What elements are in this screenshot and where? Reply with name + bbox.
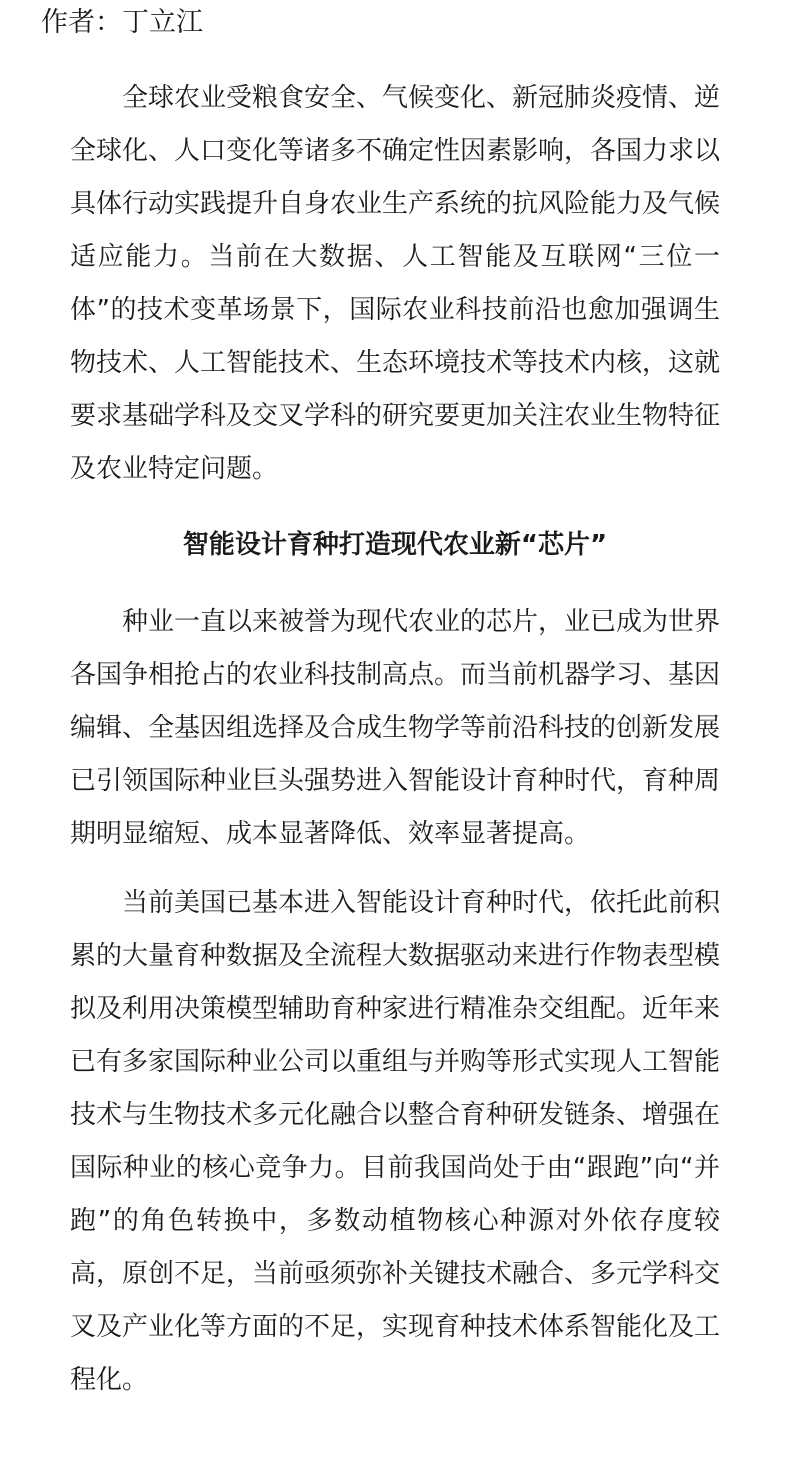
section-paragraph-2: 当前美国已基本进入智能设计育种时代，依托此前积累的大量育种数据及全流程大数据驱动来进行作物表型模拟及利用决策模型辅助育种家进行精准杂交组配。近年来已有多家国际种业公司以重组与并购等形式实现人工智能技术与生物技术多元化融合以整合育种研发链条、增强在国际种业的核心竞争力。目前我国尚处于由“跟跑”向“并跑”的角色转换中，多数动植物核心种源对外依存度较高，原创不足，当前亟须弥补关键技术融合、多元学科交叉及产业化等方面的不足，实现育种技术体系智能化及工程化。: [70, 888, 721, 1395]
author-line: 作者：丁立江: [41, 7, 203, 38]
intro-paragraph: 全球农业受粮食安全、气候变化、新冠肺炎疫情、逆全球化、人口变化等诸多不确定性因素影响，各国力求以具体行动实践提升自身农业生产系统的抗风险能力及气候适应能力。当前在大数据、人工智能及互联网“三位一体”的技术变革场景下，国际农业科技前沿也愈加强调生物技术、人工智能技术、生态环境技术等技术内核，这就要求基础学科及交叉学科的研究要更加关注农业生物特征及农业特定问题。: [70, 83, 721, 484]
section-heading: 智能设计育种打造现代农业新“芯片”: [182, 530, 608, 560]
article-body: [70, 72, 720, 1407]
section-paragraph-1: 种业一直以来被誉为现代农业的芯片，业已成为世界各国争相抢占的农业科技制高点。而当前机器学习、基因编辑、全基因组选择及合成生物学等前沿科技的创新发展已引领国际种业巨头强势进入智能设计育种时代，育种周期明显缩短、成本显著降低、效率显著提高。: [70, 607, 721, 849]
